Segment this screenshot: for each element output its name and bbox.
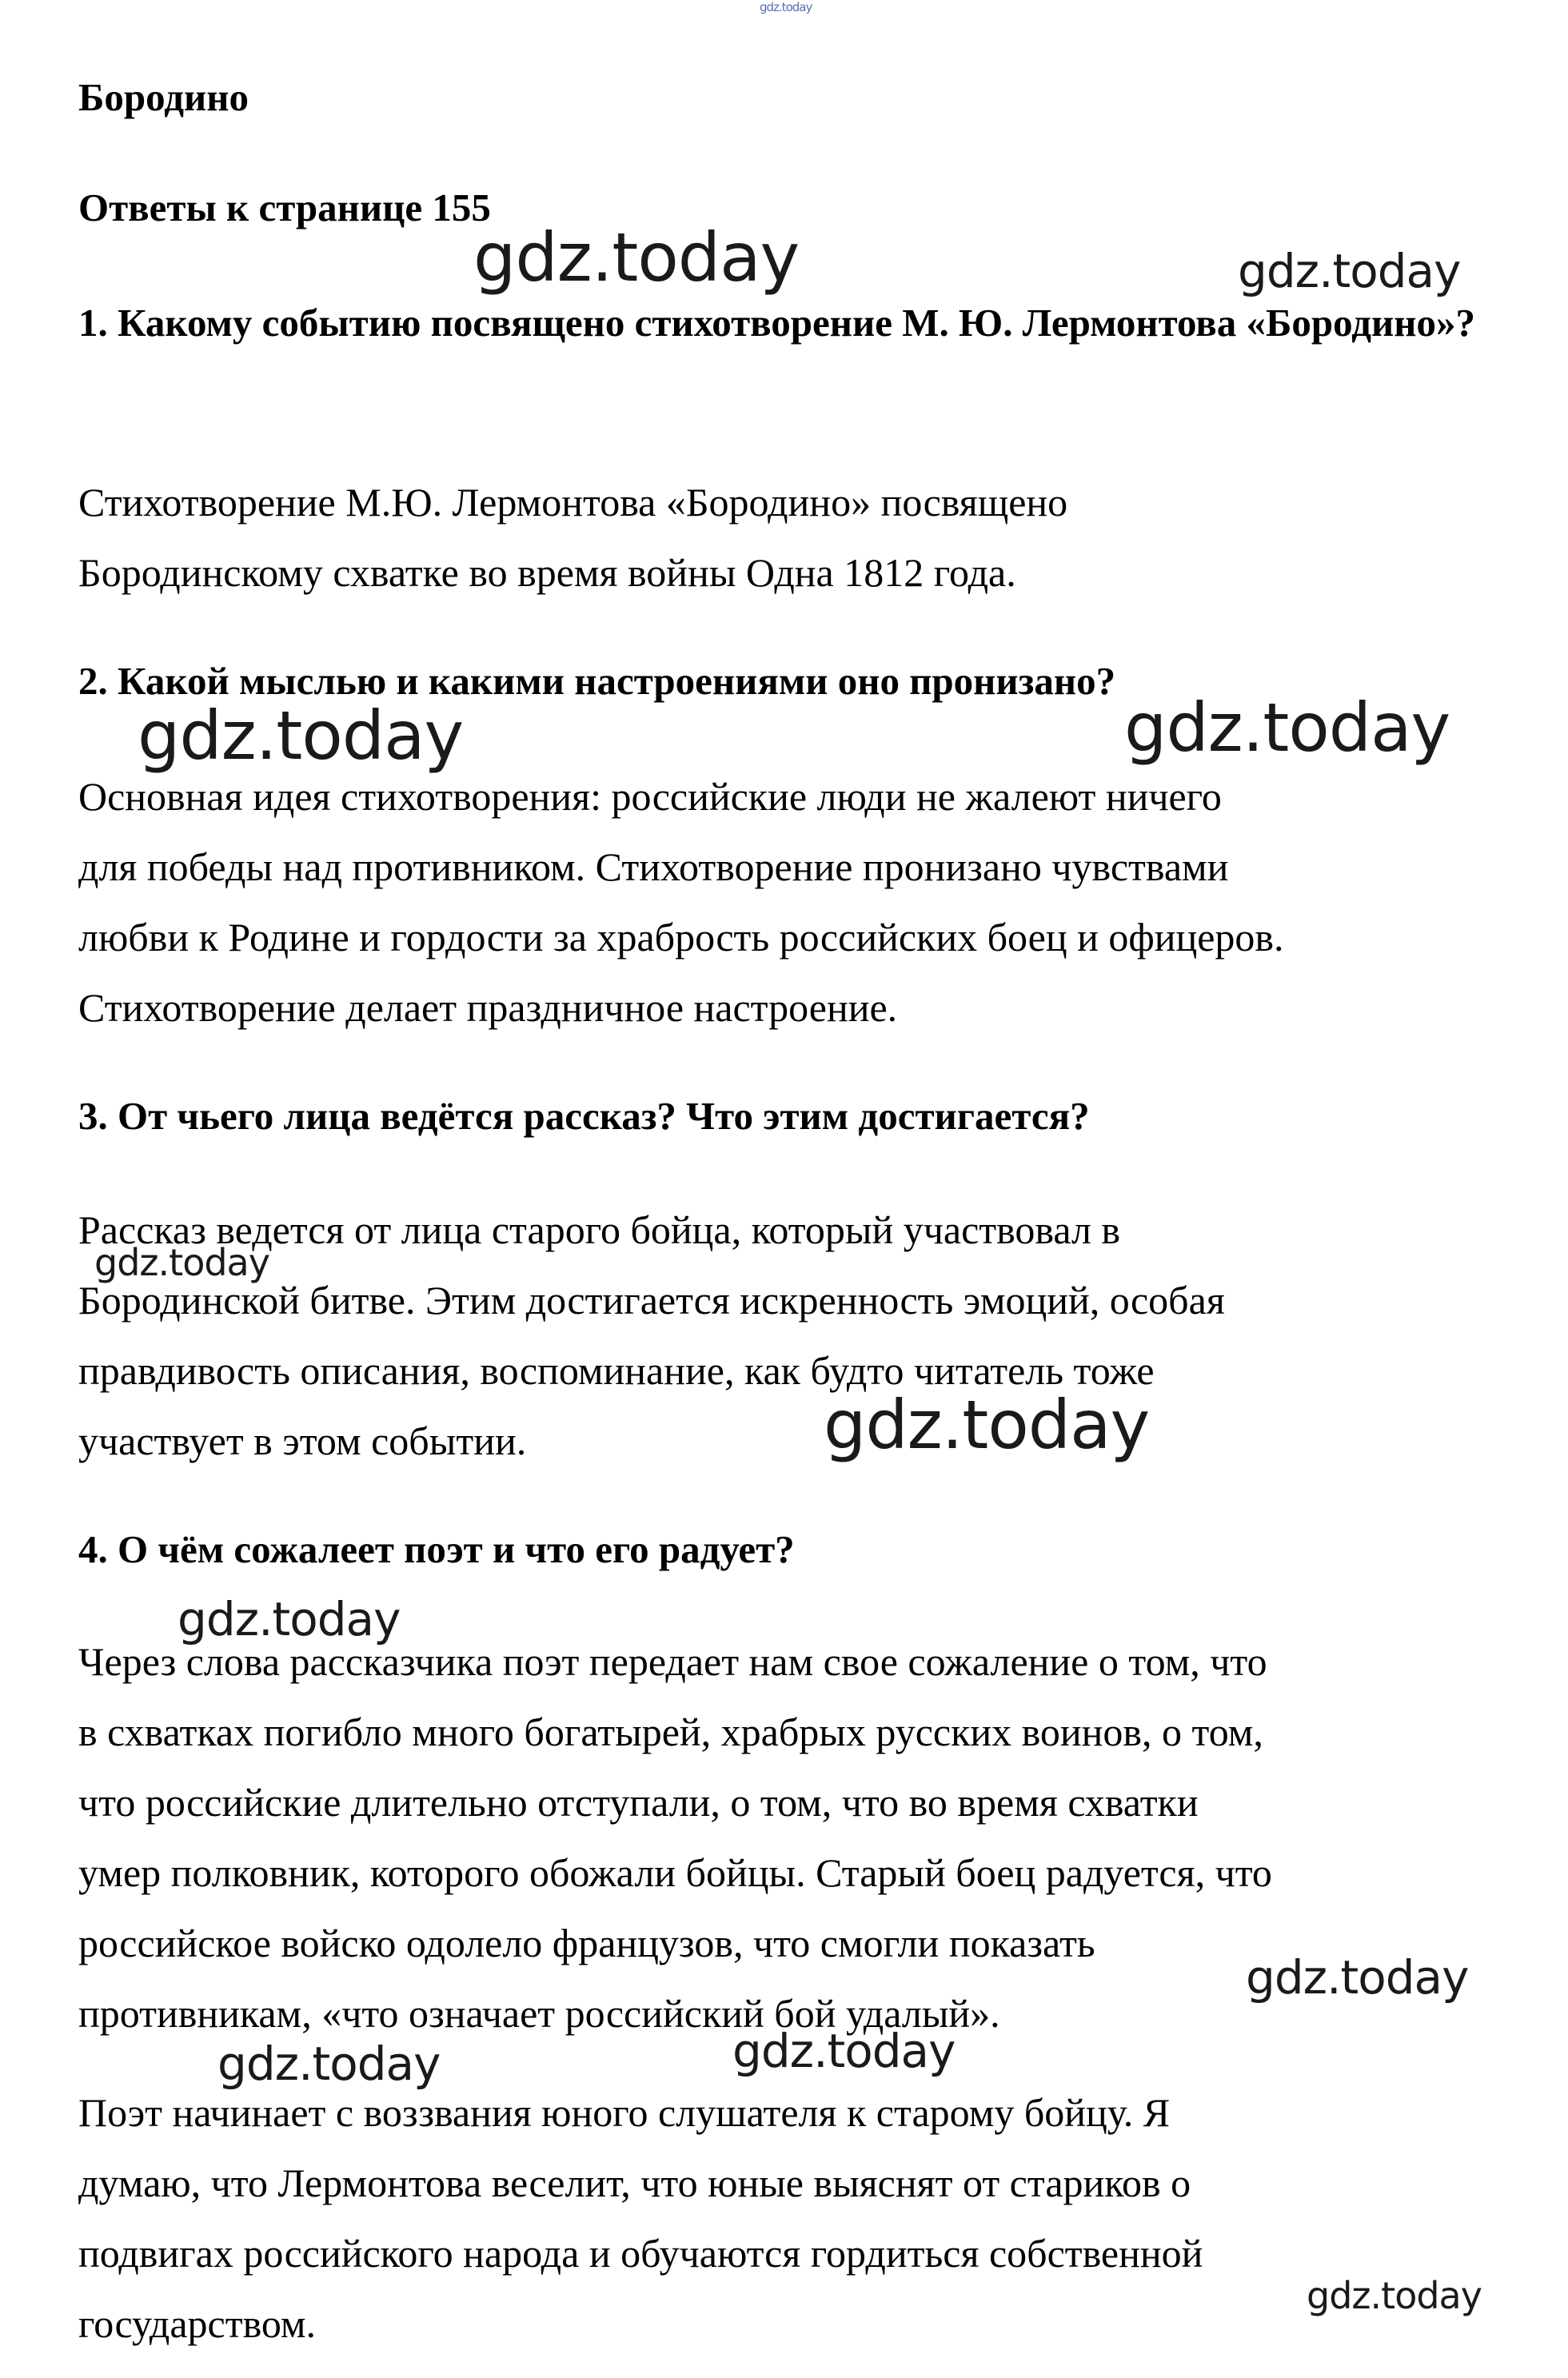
answer-2-line: Стихотворение делает праздничное настроение. [78,985,898,1030]
answer-4b-line: думаю, что Лермонтова веселит, что юные выяснят от стариков о [78,2161,1191,2205]
watermark: gdz.today [178,1592,401,1646]
page-title: Бородино [78,75,249,119]
answer-4-line: Через слова рассказчика поэт передает нам свое сожаление о том, что [78,1639,1267,1684]
watermark: gdz.today [732,2024,956,2078]
answer-4b-line: государством. [78,2301,317,2346]
watermark: gdz.today [1307,2274,1482,2317]
watermark: gdz.today [1246,1950,1469,2005]
answer-3-line: Рассказ ведется от лица старого бойца, который участвовал в [78,1207,1121,1252]
question-3: 3. От чьего лица ведётся рассказ? Что этим достигается? [78,1094,1090,1138]
answer-3-line: участвует в этом событии. [78,1418,527,1463]
answer-4b-line: подвигах российского народа и обучаются гордиться собственной [78,2231,1203,2276]
watermark: gdz.today [824,1386,1150,1464]
answer-4-line: в схватках погибло много богатырей, храбрых русских воинов, о том, [78,1710,1263,1754]
answer-4b-line: Поэт начинает с воззвания юного слушателя к старому бойцу. Я [78,2090,1171,2135]
answer-4-line: умер полковник, которого обожали бойцы. Старый боец радуется, что [78,1850,1272,1895]
answer-3-line: правдивость описания, воспоминание, как будто читатель тоже [78,1348,1155,1393]
watermark: gdz.today [138,696,464,775]
answer-2-line: Основная идея стихотворения: российские люди не жалеют ничего [78,774,1222,819]
answer-2-line: любви к Родине и гордости за храбрость российских боец и офицеров. [78,915,1284,960]
answer-4-line: российское войско одолело французов, что смогли показать [78,1921,1095,1965]
page-subtitle: Ответы к странице 155 [78,186,491,229]
question-1: 1. Какому событию посвящено стихотворение М. Ю. Лермонтова «Бородино»? [78,301,1475,345]
answer-4-line: что российские длительно отступали, о том, что во время схватки [78,1780,1199,1825]
answer-3-line: Бородинской битве. Этим достигается искренность эмоций, особая [78,1278,1225,1323]
answer-4-line: противникам, «что означает российский бой удалый». [78,1991,1000,2036]
question-2: 2. Какой мыслью и какими настроениями оно пронизано? [78,659,1116,703]
answer-2 [78,761,1534,1043]
watermark: gdz.today [1124,688,1450,767]
answer-1 [78,467,1534,608]
answer-1-line: Стихотворение М.Ю. Лермонтова «Бородино» посвящено [78,480,1068,525]
answer-2-line: для победы над противником. Стихотворение пронизано чувствами [78,844,1229,889]
answer-3 [78,1195,1534,1476]
question-4: 4. О чём сожалеет поэт и что его радует? [78,1527,795,1571]
watermark: gdz.today [94,1241,269,1284]
watermark: gdz.today [217,2037,441,2091]
watermark: gdz.today [1238,244,1461,298]
watermark: gdz.today [473,218,800,297]
answer-1-line: Бородинскому схватке во время войны Одна 1812 года. [78,550,1016,595]
top-watermark: gdz.today [760,0,812,14]
